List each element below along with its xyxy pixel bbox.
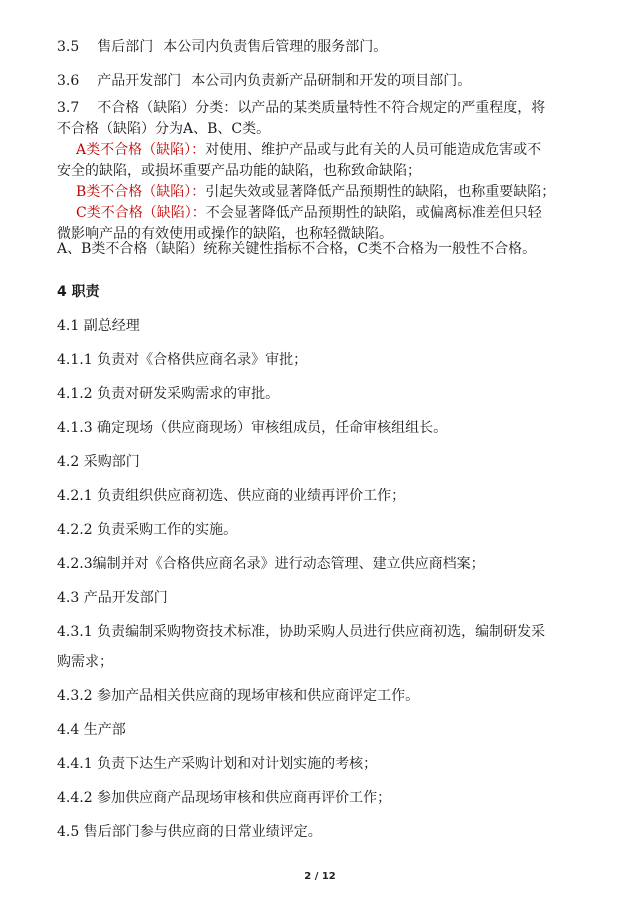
- list-item: 4.4 生产部: [57, 722, 126, 738]
- ab-note-text: A、B类不合格（缺陷）统称关键性指标不合格，C类不合格为一般性不合格。: [57, 241, 537, 257]
- clause-text: 不合格（缺陷）分类：以产品的某类质量特性不符合规定的严重程度，将: [97, 100, 546, 116]
- class-a-line2: [57, 162, 600, 180]
- list-item: 4.1.3 确定现场（供应商现场）审核组成员，任命审核组组长。: [57, 420, 448, 436]
- ab-note: [57, 240, 600, 258]
- class-b-text: 引起失效或显著降低产品预期性的缺陷，也称重要缺陷；: [205, 184, 556, 200]
- clause-desc: 本公司内负责售后管理的服务部门。: [163, 39, 388, 55]
- list-item: 4.2.2 负责采购工作的实施。: [57, 522, 238, 538]
- list-item: 4.5 售后部门参与供应商的日常业绩评定。: [57, 824, 322, 840]
- list-item: 4.1 副总经理: [57, 318, 140, 334]
- list-item-continuation: 购需求；: [57, 654, 113, 670]
- clause-term: 产品开发部门: [97, 73, 182, 89]
- class-c-line1: [76, 204, 600, 222]
- class-a-line1: [76, 141, 600, 159]
- clause-desc: 本公司内负责新产品研制和开发的项目部门。: [191, 73, 472, 89]
- class-a-text: 安全的缺陷，或损坏重要产品功能的缺陷，也称致命缺陷；: [57, 163, 421, 179]
- clause-3-7-line2: [57, 120, 600, 138]
- clause-text: 不合格（缺陷）分为A、B、C类。: [57, 121, 271, 137]
- class-c-text: 不会显著降低产品预期性的缺陷，或偏离标准差但只轻: [205, 205, 542, 221]
- clause-3-5: [57, 38, 600, 56]
- page-number: 2 / 12: [304, 871, 336, 882]
- section-title: 4 职责: [57, 284, 100, 300]
- clause-number: 3.6: [57, 73, 80, 89]
- list-item: 4.2.1 负责组织供应商初选、供应商的业绩再评价工作；: [57, 488, 406, 504]
- list-item: 4.4.1 负责下达生产采购计划和对计划实施的考核；: [57, 756, 378, 772]
- class-b-label: B类不合格（缺陷）：: [76, 184, 206, 200]
- list-item: 4.3.2 参加产品相关供应商的现场审核和供应商评定工作。: [57, 688, 420, 704]
- list-item: 4.4.2 参加供应商产品现场审核和供应商再评价工作；: [57, 790, 392, 806]
- list-item: 4.2 采购部门: [57, 454, 140, 470]
- list-item: 4.1.2 负责对研发采购需求的审批。: [57, 386, 280, 402]
- clause-3-6: [57, 72, 600, 90]
- class-a-text: 对使用、维护产品或与此有关的人员可能造成危害或不: [205, 142, 542, 158]
- clause-number: 3.7: [57, 100, 80, 116]
- list-item: 4.1.1 负责对《合格供应商名录》审批；: [57, 352, 308, 368]
- clause-term: 售后部门: [97, 39, 154, 55]
- clause-3-7-line1: [57, 99, 600, 117]
- list-item: 4.2.3编制并对《合格供应商名录》进行动态管理、建立供应商档案；: [57, 556, 485, 572]
- class-a-label: A类不合格（缺陷）：: [76, 142, 206, 158]
- clause-number: 3.5: [57, 39, 80, 55]
- list-item: 4.3.1 负责编制采购物资技术标准，协助采购人员进行供应商初选，编制研发采: [57, 624, 546, 640]
- class-b-line: [76, 183, 600, 201]
- list-item: 4.3 产品开发部门: [57, 590, 168, 606]
- class-c-text: 微影响产品的有效使用或操作的缺陷，也称轻微缺陷。: [57, 226, 393, 242]
- class-c-label: C类不合格（缺陷）：: [76, 205, 206, 221]
- section-4-heading: [57, 283, 600, 301]
